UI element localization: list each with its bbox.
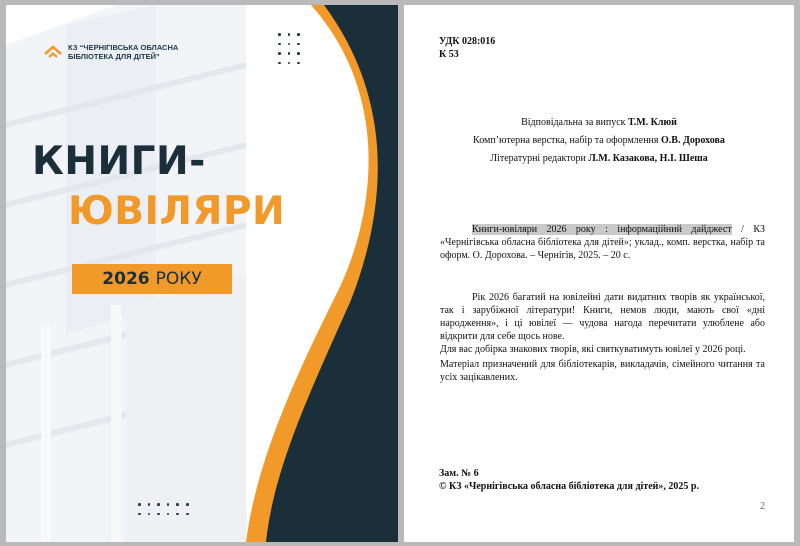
logo-line-2: БІБЛІОТЕКА ДЛЯ ДІТЕЙ”	[68, 52, 160, 61]
decorative-dots-top	[278, 33, 300, 64]
year-badge	[72, 264, 232, 294]
credit-editors: Літературні редактори Л.М. Казакова, Н.І. Шеша	[490, 153, 708, 164]
credit-layout: Комп’ютерна верстка, набір та оформлення О.В. Дорохова	[473, 135, 725, 146]
decorative-dots-bottom	[138, 503, 189, 515]
bibliographic-record	[440, 223, 765, 262]
k-code: К 53	[439, 49, 459, 60]
library-logo	[44, 43, 178, 61]
year-suffix: РОКУ	[155, 269, 202, 289]
imprint-page	[404, 5, 794, 542]
copyright-line: © КЗ «Чернігівська обласна бібліотека для дітей», 2025 р.	[439, 481, 699, 492]
cover-page	[6, 5, 398, 542]
cover-title-line-1: КНИГИ-	[32, 139, 206, 184]
selection-paragraph: Для вас добірка знакових творів, які святкуватимуть ювілеї у 2026 році.	[440, 344, 746, 355]
udk-code: УДК 028:016	[439, 36, 496, 47]
credit-responsible: Відповідальна за випуск Т.М. Клюй	[521, 117, 677, 128]
logo-line-1: КЗ “ЧЕРНІГІВСЬКА ОБЛАСНА	[68, 43, 179, 52]
page-number: 2	[760, 501, 765, 512]
year-number: 2026	[102, 269, 150, 289]
order-number: Зам. № 6	[439, 468, 479, 479]
cover-title-line-2: ЮВІЛЯРИ	[68, 189, 286, 234]
intro-paragraph: Рік 2026 багатий на ювілейні дати видатних творів як української, так і зарубіжної літератури! Книги, немов люди, мають свої «дні народження», і ці ювілеї — чудова нагода перечитати улюблене або відкрити для себе щось нове.	[440, 292, 765, 342]
library-roof-icon	[44, 45, 62, 59]
bibliographic-details: / КЗ «Чернігівська обласна бібліотека для дітей»; уклад., комп. верстка, набір та оформ. О. Дорохова. – Чернігів, 2025. – 20 с.	[440, 224, 765, 261]
audience-paragraph: Матеріал призначений для бібліотекарів, викладачів, сімейного читання та усіх зацікавлених.	[440, 359, 765, 383]
bibliographic-title: Книги-ювіляри 2026 року : інформаційний дайджест	[472, 224, 732, 235]
